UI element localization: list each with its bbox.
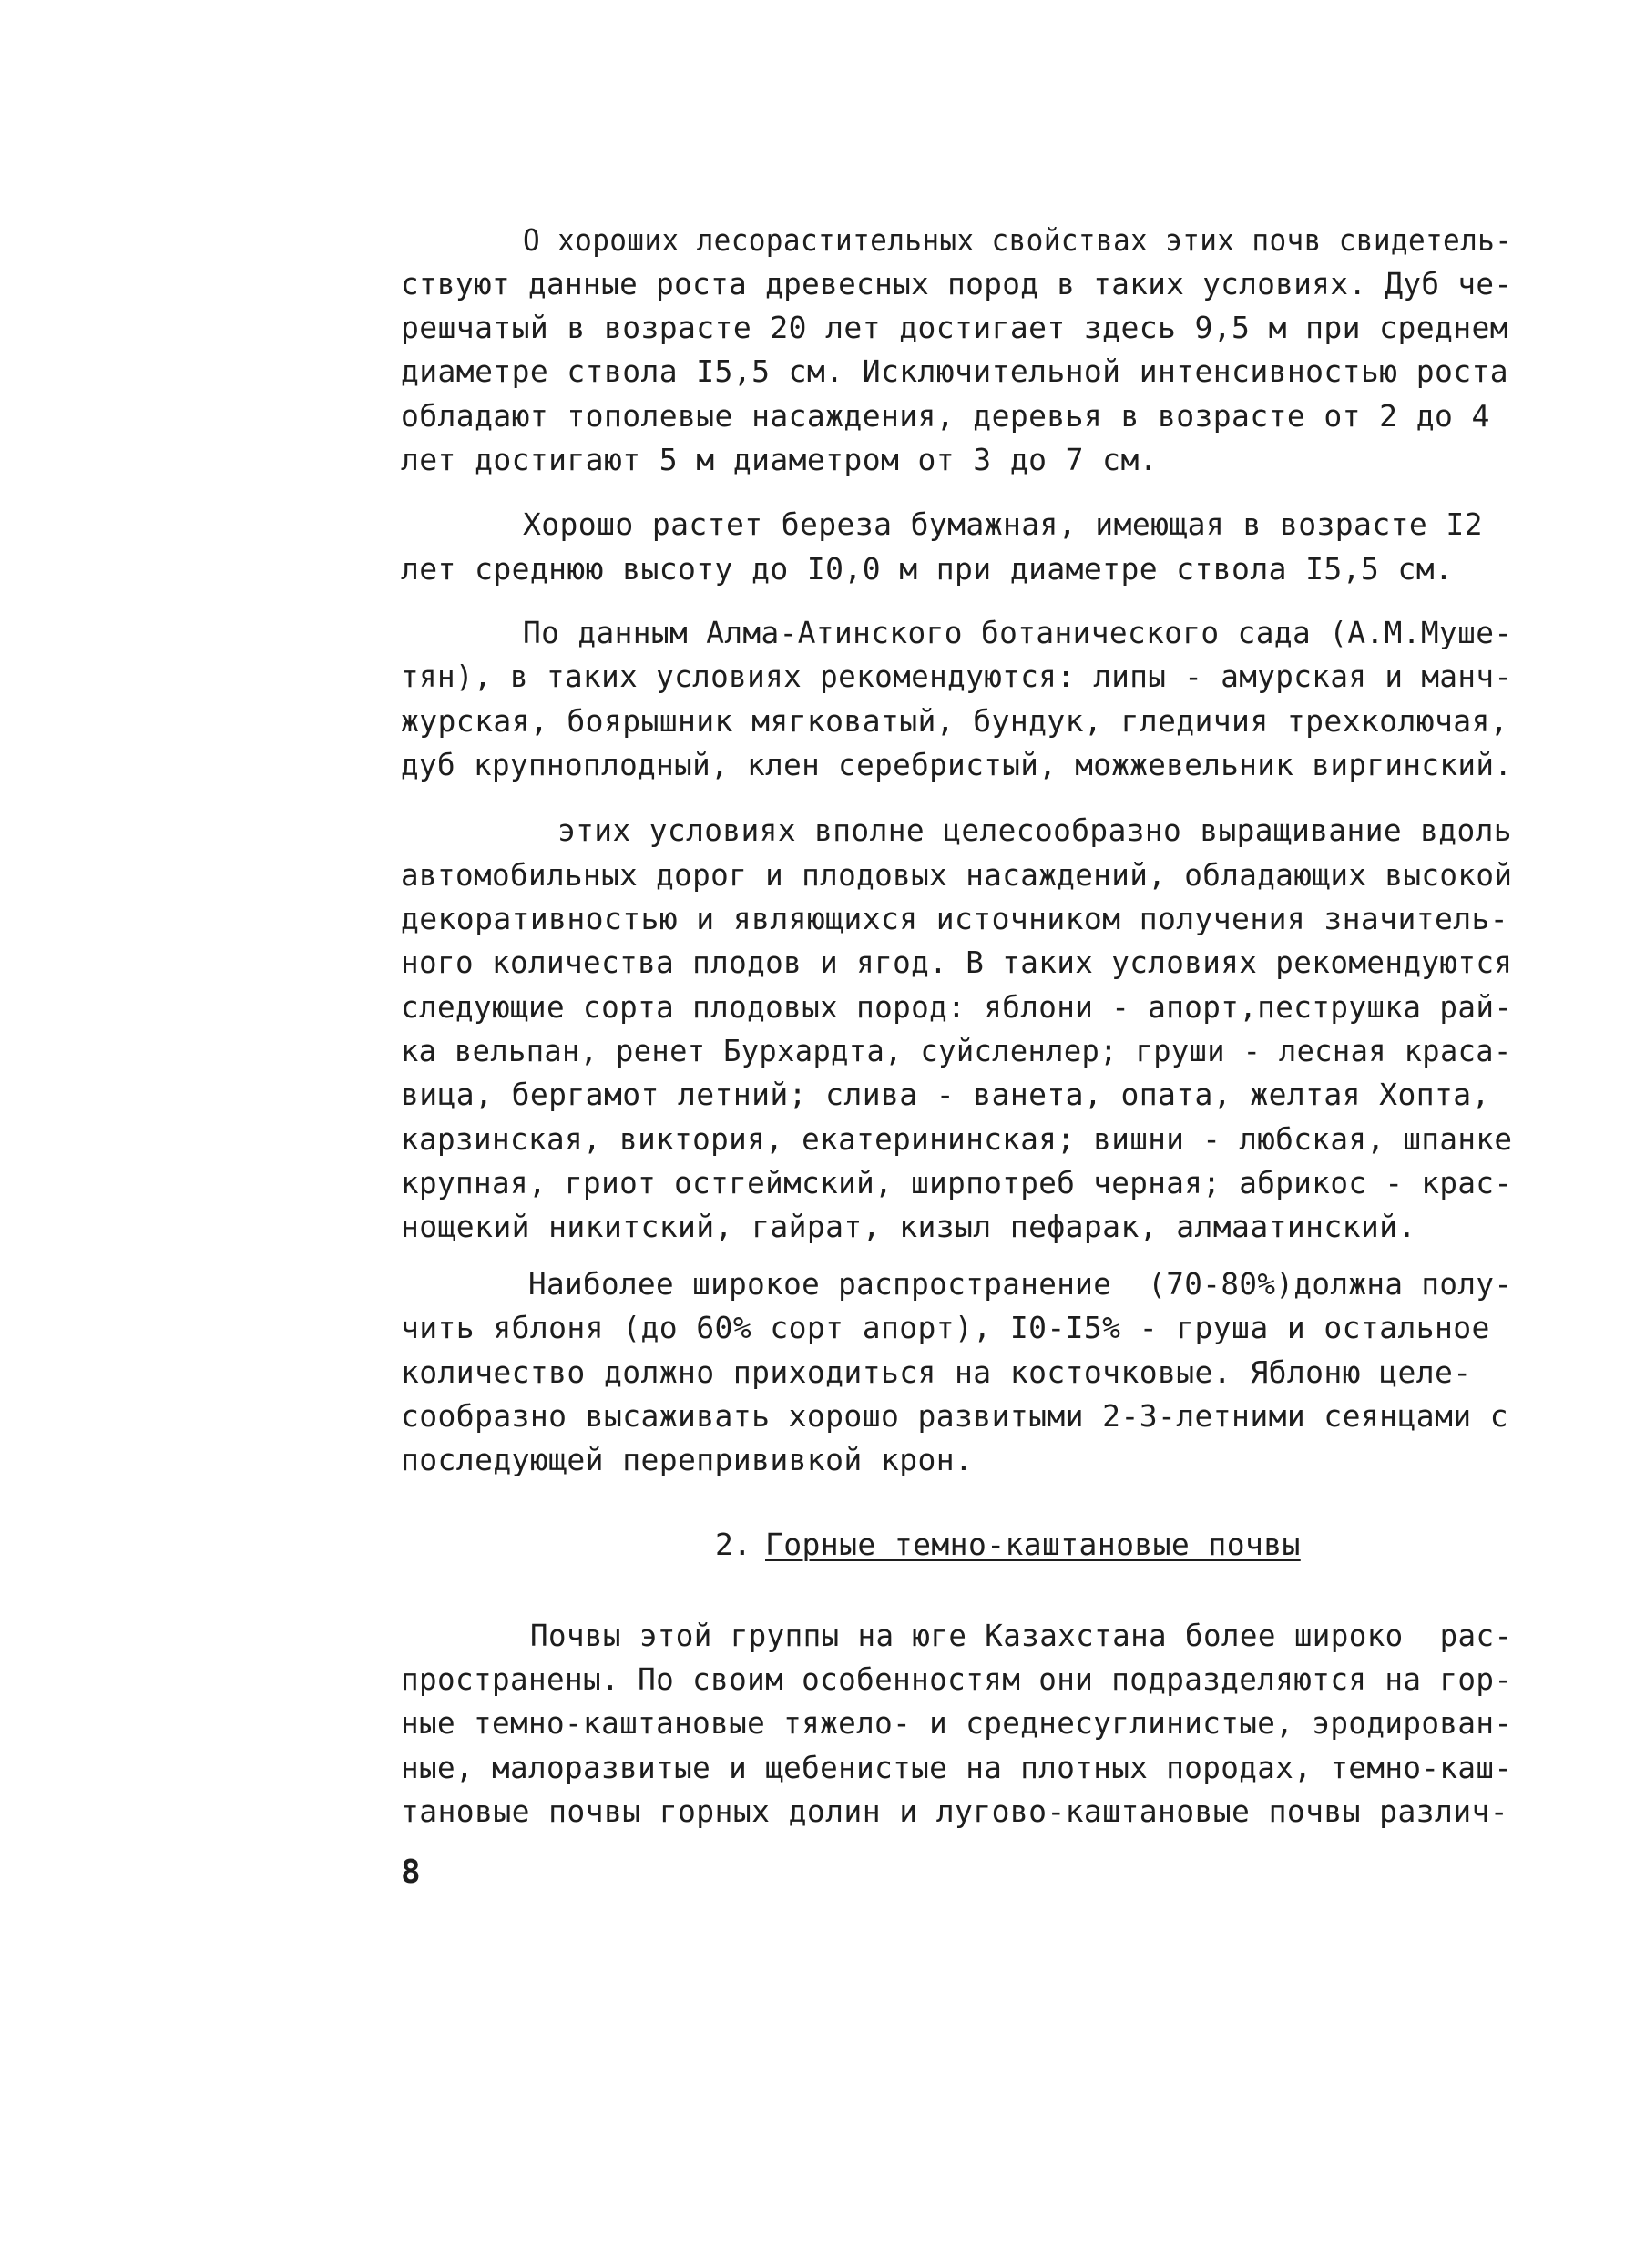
text-line: решчатый в возрасте 20 лет достигает здесь 9,5 м при среднем	[401, 310, 1509, 345]
text-line: лет достигают 5 м диаметром от 3 до 7 см.	[401, 442, 1158, 477]
text-line: пространены. По своим особенностям они подразделяются на гор-	[401, 1661, 1513, 1697]
text-line: декоративностью и являющихся источником получения значитель-	[401, 901, 1509, 936]
text-line: Наиболее широкое распространение (70-80%)должна полу-	[528, 1266, 1513, 1302]
text-line: По данным Алма-Атинского ботанического сада (А.М.Муше-	[523, 615, 1513, 650]
text-line: обладают тополевые насаждения, деревья в возрасте от 2 до 4	[401, 398, 1490, 434]
text-line: следующие сорта плодовых пород: яблони - апорт,пеструшка рай-	[401, 989, 1513, 1025]
text-line: автомобильных дорог и плодовых насаждений, обладающих высокой	[401, 857, 1513, 893]
text-line: нощекий никитский, гайрат, кизыл пефарак, алмаатинский.	[401, 1209, 1416, 1244]
text-line: Хорошо растет береза бумажная, имеющая в возрасте I2	[523, 506, 1483, 542]
text-line: сообразно высаживать хорошо развитыми 2-3-летними сеянцами с	[401, 1398, 1509, 1434]
text-line: чить яблоня (до 60% сорт апорт), I0-I5% - груша и остальное	[401, 1310, 1490, 1345]
text-line: лет среднюю высоту до I0,0 м при диаметре ствола I5,5 см.	[401, 551, 1454, 587]
page-number: 8	[401, 1854, 421, 1891]
text-line: журская, боярышник мягковатый, бундук, гледичия трехколючая,	[401, 703, 1509, 739]
text-line: Почвы этой группы на юге Казахстана более широко рас-	[530, 1618, 1513, 1653]
text-line: карзинская, виктория, екатерининская; вишни - любская, шпанке	[401, 1121, 1513, 1157]
text-line: вица, бергамот летний; слива - ванета, опата, желтая Хопта,	[401, 1077, 1490, 1112]
text-line: последующей перепрививкой крон.	[401, 1442, 974, 1477]
section-heading: Горные темно-каштановые почвы	[765, 1527, 1301, 1562]
text-line: О хороших лесорастительных свойствах этих почв свидетель-	[523, 222, 1513, 258]
text-line: ные темно-каштановые тяжело- и среднесуглинистые, эродирован-	[401, 1705, 1513, 1741]
text-line: ка вельпан, ренет Бурхардта, суйсленлер; груши - лесная краса-	[401, 1033, 1512, 1068]
text-line: ствуют данные роста древесных пород в таких условиях. Дуб че-	[401, 266, 1513, 301]
section-number: 2.	[715, 1527, 751, 1562]
text-line: этих условиях вполне целесообразно выращивание вдоль	[557, 812, 1512, 848]
text-line: ного количества плодов и ягод. В таких условиях рекомендуются	[401, 945, 1513, 980]
text-line: крупная, гриот остгеймский, ширпотреб черная; абрикос - крас-	[401, 1165, 1513, 1200]
text-line: диаметре ствола I5,5 см. Исключительной интенсивностью роста	[401, 353, 1509, 389]
text-line: количество должно приходиться на косточковые. Яблоню целе-	[401, 1354, 1472, 1390]
text-line: ные, малоразвитые и щебенистые на плотных породах, темно-каш-	[401, 1750, 1513, 1785]
text-line: дуб крупноплодный, клен серебристый, можжевельник виргинский.	[401, 747, 1513, 782]
text-line: тян), в таких условиях рекомендуются: липы - амурская и манч-	[401, 659, 1513, 694]
text-line: тановые почвы горных долин и лугово-каштановые почвы различ-	[401, 1793, 1509, 1829]
